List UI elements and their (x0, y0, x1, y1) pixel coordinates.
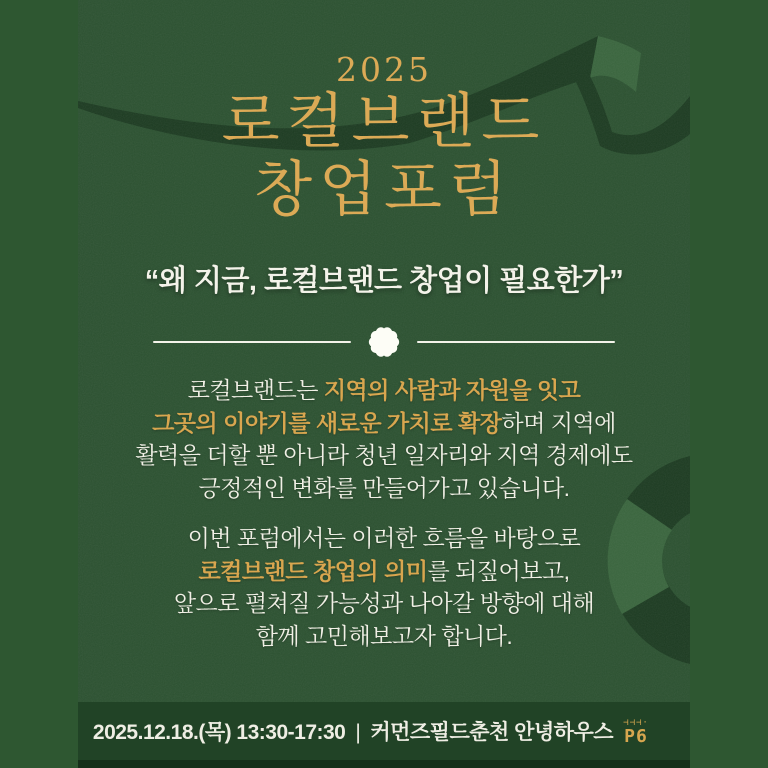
footer-info-text (93, 716, 613, 746)
event-date-time: 2025.12.18.(목) 13:30-17:30 (92, 721, 346, 744)
highlighted-text: 그곳의 이야기를 새로운 가치로 확장 (152, 409, 502, 436)
body-text-line (78, 555, 690, 588)
p6-logo-text: P6 (624, 725, 648, 747)
poster-center-panel (78, 0, 690, 768)
body-paragraph-1 (78, 374, 690, 504)
body-text-line (78, 587, 690, 620)
poster-year: 2025 (336, 50, 432, 89)
footer-bottom-strip (78, 760, 690, 768)
divider-line-right (417, 341, 615, 343)
body-paragraph-2 (78, 522, 690, 652)
p6-logo-marks: ⊣⊣⊣· (623, 717, 649, 728)
highlighted-text: 지역의 사람과 자원을 잇고 (323, 377, 581, 403)
footer-separator: | (355, 721, 361, 744)
p6-logo (612, 712, 660, 752)
body-text-line (78, 407, 690, 440)
body-text: 하며 지역에 (501, 409, 616, 436)
highlighted-text: 로컬브랜드 창업의 의미 (198, 557, 428, 584)
poster-title-line1: 로컬브랜드 (221, 87, 547, 157)
body-text-line (78, 620, 690, 653)
event-venue: 커먼즈필드춘천 안녕하우스 (370, 721, 614, 744)
poster-title-line2: 창업포럼 (254, 155, 514, 225)
body-text: 활력을 더할 뿐 아니라 청년 일자리와 지역 경제에도 (135, 442, 633, 468)
footer-info-band (78, 702, 690, 760)
body-text: 를 되짚어보고, (427, 557, 570, 584)
body-text-line (78, 522, 690, 555)
body-text-line (78, 439, 690, 472)
divider (78, 322, 690, 362)
body-text: 로컬브랜드는 (187, 377, 324, 403)
body-text: 앞으로 펼쳐질 가능성과 나아갈 방향에 대해 (173, 590, 595, 616)
body-text: 함께 고민해보고자 합니다. (255, 622, 513, 649)
body-text-line (78, 374, 690, 407)
divider-line-left (153, 341, 351, 343)
body-text: 이번 포럼에서는 이러한 흐름을 바탕으로 (187, 525, 581, 551)
body-text-line (78, 472, 690, 505)
poster-subtitle-quote: “왜 지금, 로컬브랜드 창업이 필요한가” (144, 265, 624, 297)
flower-ornament-icon (364, 322, 404, 362)
body-text: 긍정적인 변화를 만들어가고 있습니다. (198, 474, 570, 501)
